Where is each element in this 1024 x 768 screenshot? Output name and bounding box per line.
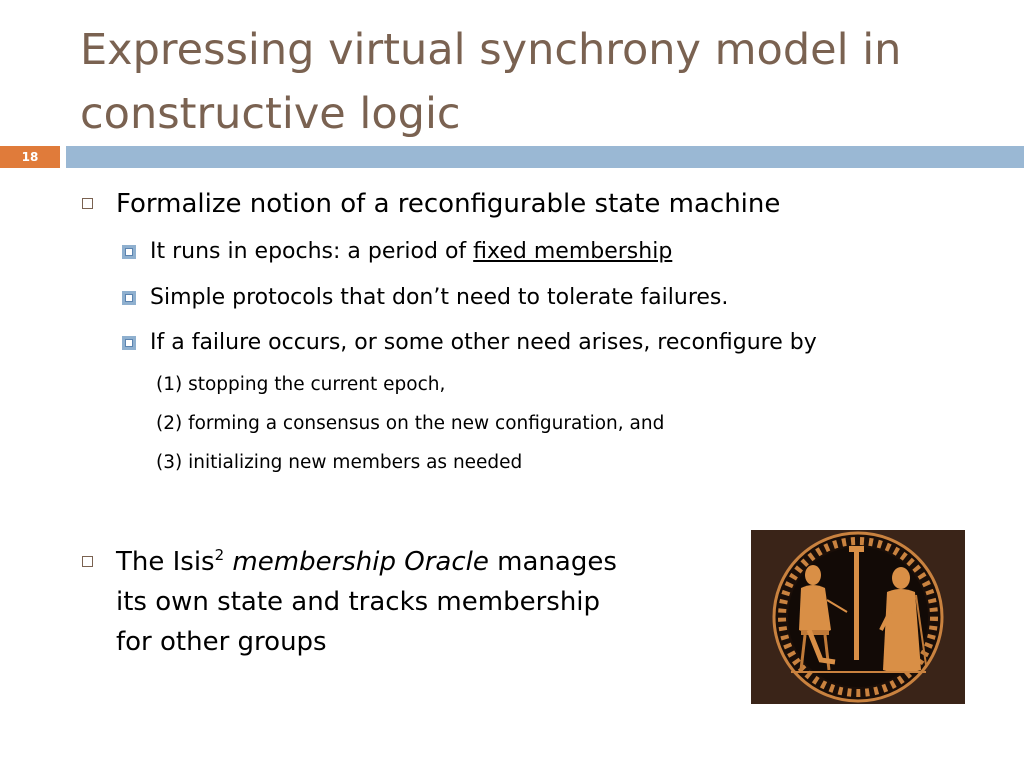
manages-text: manages <box>488 547 617 577</box>
bullet-text: Formalize notion of a reconfigurable state machine <box>116 189 781 219</box>
square-bullet-icon <box>122 336 136 350</box>
fixed-membership-link[interactable]: fixed membership <box>473 239 673 264</box>
step-2: (2) forming a consensus on the new configuration, and <box>156 413 665 434</box>
title-divider-bar <box>66 146 1024 168</box>
bullet-simple-protocols <box>150 283 728 313</box>
footnote-superscript: 2 <box>214 546 225 564</box>
membership-oracle-text: membership Oracle <box>232 547 489 577</box>
oracle-vase-image <box>751 530 965 704</box>
square-bullet-icon <box>122 245 136 259</box>
bullet-epochs <box>150 237 672 267</box>
bullet-text: Simple protocols that don’t need to tolerate failures. <box>150 285 729 310</box>
bullet-text: If a failure occurs, or some other need arises, reconfigure by <box>150 330 817 355</box>
isis-text: The Isis <box>116 547 215 577</box>
hollow-square-bullet-icon <box>82 556 93 567</box>
square-bullet-icon <box>122 291 136 305</box>
bullet-formalize <box>116 186 780 222</box>
bullet-line-2: its own state and tracks membership <box>116 587 601 617</box>
hollow-square-bullet-icon <box>82 198 93 209</box>
bullet-isis-oracle <box>116 544 716 660</box>
bullet-text: It runs in epochs: a period of <box>150 239 474 264</box>
bullet-line-3: for other groups <box>116 627 327 657</box>
bullet-reconfigure <box>150 328 817 358</box>
step-1: (1) stopping the current epoch, <box>156 374 446 395</box>
slide-number: 18 <box>0 146 60 168</box>
slide-title: Expressing virtual synchrony model in constructive logic <box>80 25 902 139</box>
step-3: (3) initializing new members as needed <box>156 452 523 473</box>
